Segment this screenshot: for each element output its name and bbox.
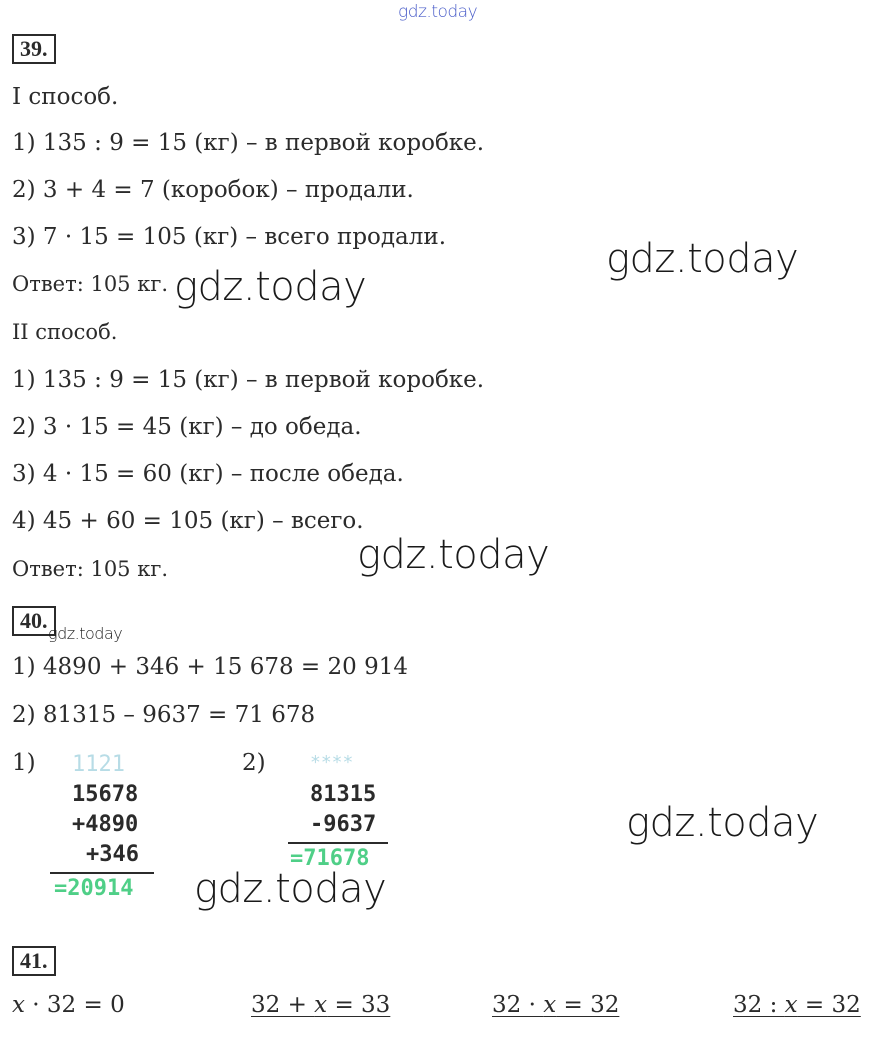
task-39-number: 39.: [12, 34, 56, 64]
task-39-m1-step-3: 3) 7 · 15 = 105 (кг) – всего продали.: [12, 224, 447, 250]
variable-x: x: [784, 992, 798, 1018]
task-40-number: 40.: [12, 606, 56, 636]
task-40-line-1: 1) 4890 + 346 + 15 678 = 20 914: [12, 654, 408, 680]
watermark-2: gdz.today: [174, 264, 367, 310]
watermark-small: gdz.today: [48, 624, 123, 643]
col-calc-2-row-1: 81315: [310, 782, 377, 807]
equation-2-pre: 32 +: [251, 992, 315, 1018]
equation-4-post: = 32: [797, 992, 861, 1018]
watermark-5: gdz.today: [194, 866, 387, 912]
col-calc-1-result: =20914: [54, 876, 134, 901]
col-calc-2-row-2: -9637: [310, 812, 377, 837]
task-41-equation-4: [733, 992, 861, 1018]
task-39-method1-title: I способ.: [12, 84, 119, 110]
col-calc-1-carry: 1121: [72, 752, 125, 777]
task-39-m1-step-1: 1) 135 : 9 = 15 (кг) – в первой коробке.: [12, 130, 485, 156]
task-41-equation-1: [12, 992, 125, 1018]
equation-3-post: = 32: [556, 992, 620, 1018]
col-calc-2-result: =71678: [290, 846, 370, 871]
task-40-number-text: 40: [20, 608, 42, 633]
variable-x: x: [12, 992, 25, 1018]
equation-4-pre: 32 :: [733, 992, 785, 1018]
task-39-m1-step-2: 2) 3 + 4 = 7 (коробок) – продали.: [12, 177, 414, 203]
task-41-equation-3: [492, 992, 619, 1018]
col-calc-2-rule: [288, 842, 388, 844]
task-39-m2-step-3: 3) 4 · 15 = 60 (кг) – после обеда.: [12, 461, 404, 487]
equation-1-rest: · 32 = 0: [24, 992, 125, 1018]
task-39-method2-title: II способ.: [12, 320, 118, 344]
task-39-m2-answer: Ответ: 105 кг.: [12, 557, 169, 581]
task-41-number-text: 41: [20, 948, 42, 973]
variable-x: x: [314, 992, 328, 1018]
equation-3-pre: 32 ·: [492, 992, 544, 1018]
task-39-m2-step-4: 4) 45 + 60 = 105 (кг) – всего.: [12, 508, 364, 534]
watermark-top: gdz.today: [398, 2, 478, 22]
task-40-line-2: 2) 81315 – 9637 = 71 678: [12, 702, 316, 728]
col-calc-1-rule: [50, 872, 154, 874]
task-41-equation-2: [251, 992, 390, 1018]
col-calc-1-label: 1): [12, 750, 36, 776]
variable-x: x: [543, 992, 557, 1018]
task-39-m2-step-2: 2) 3 · 15 = 45 (кг) – до обеда.: [12, 414, 362, 440]
equation-2-post: = 33: [327, 992, 391, 1018]
col-calc-1-row-3: +346: [86, 842, 139, 867]
watermark-4: gdz.today: [626, 800, 819, 846]
watermark-1: gdz.today: [606, 236, 799, 282]
col-calc-1-row-1: 15678: [72, 782, 139, 807]
watermark-3: gdz.today: [357, 532, 550, 578]
task-41-number: 41.: [12, 946, 56, 976]
task-39-m1-answer: Ответ: 105 кг.: [12, 272, 169, 296]
task-39-number-text: 39: [20, 36, 42, 61]
col-calc-2-label: 2): [242, 750, 266, 776]
col-calc-2-carry: ****: [310, 752, 354, 773]
col-calc-1-row-2: +4890: [72, 812, 139, 837]
task-39-m2-step-1: 1) 135 : 9 = 15 (кг) – в первой коробке.: [12, 367, 485, 393]
